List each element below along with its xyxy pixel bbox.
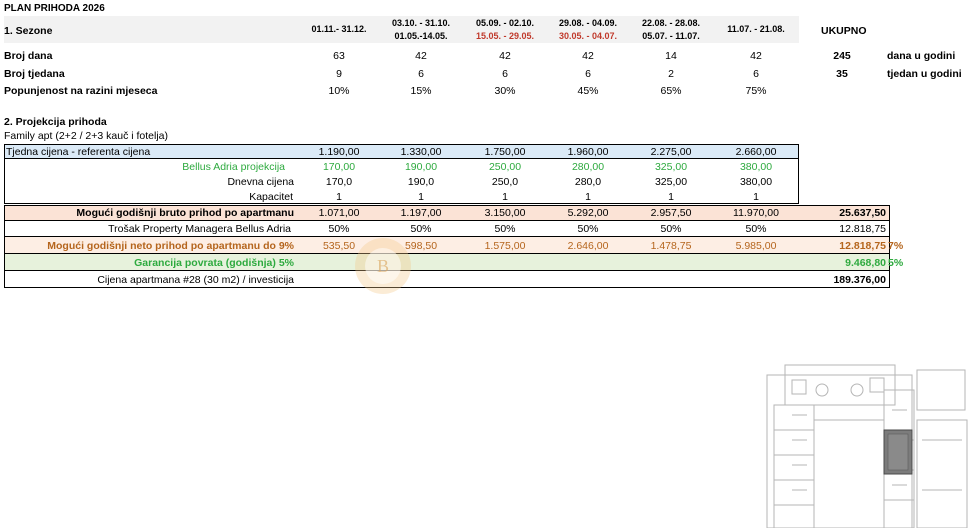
bellus-cell: 280,00 bbox=[571, 161, 605, 173]
broj-tjedana-cell: 6 bbox=[418, 68, 424, 80]
bellus-cell: 250,00 bbox=[488, 161, 522, 173]
neto-cell: 1.575,00 bbox=[484, 240, 526, 252]
bruto-cell: 2.957,50 bbox=[650, 207, 692, 219]
dnevna-cell: 325,00 bbox=[654, 176, 688, 188]
broj-tjedana-cell: 6 bbox=[502, 68, 508, 80]
kapacitet-cell: 1 bbox=[418, 191, 424, 203]
garancija-pct: 5% bbox=[888, 257, 904, 269]
broj-tjedana-cell: 9 bbox=[336, 68, 342, 80]
bellus-label: Bellus Adria projekcija bbox=[182, 161, 285, 173]
bellus-cell: 190,00 bbox=[404, 161, 438, 173]
trosak-cell: 50% bbox=[410, 223, 432, 235]
season-col-5: 22.08. - 28.08. bbox=[641, 18, 701, 28]
popunjenost-cell: 45% bbox=[577, 85, 599, 97]
season-col-3-alt: 15.05. - 29.05. bbox=[475, 31, 535, 41]
bellus-cell: 170,00 bbox=[322, 161, 356, 173]
tjedna-label: Tjedna cijena - referenta cijena bbox=[6, 146, 151, 158]
trosak-cell: 50% bbox=[328, 223, 350, 235]
projekcija-heading: 2. Projekcija prihoda bbox=[4, 116, 107, 128]
bruto-cell: 3.150,00 bbox=[484, 207, 526, 219]
logo-watermark-icon bbox=[352, 228, 414, 298]
neto-pct: 7% bbox=[888, 240, 904, 252]
garancija-label: Garancija povrata (godišnja) 5% bbox=[134, 257, 294, 269]
tjedna-cell: 2.275,00 bbox=[650, 146, 692, 158]
bruto-cell: 11.970,00 bbox=[733, 207, 779, 219]
season-col-2-alt: 01.05.-14.05. bbox=[394, 31, 448, 41]
cijena-label: Cijena apartmana #28 (30 m2) / investicija bbox=[97, 274, 294, 286]
season-col-6: 11.07. - 21.08. bbox=[727, 24, 785, 34]
bellus-cell: 325,00 bbox=[654, 161, 688, 173]
tjedna-cell: 1.750,00 bbox=[484, 146, 526, 158]
tjedna-cell: 1.190,00 bbox=[318, 146, 360, 158]
dnevna-cell: 280,0 bbox=[574, 176, 602, 188]
floor-plan-drawing-icon bbox=[752, 360, 971, 528]
neto-cell: 2.646,00 bbox=[567, 240, 609, 252]
neto-cell: 598,50 bbox=[404, 240, 438, 252]
projekcija-subheading: Family apt (2+2 / 2+3 kauč i fotelja) bbox=[4, 130, 168, 142]
popunjenost-cell: 15% bbox=[410, 85, 432, 97]
dnevna-cell: 250,0 bbox=[491, 176, 519, 188]
neto-cell: 5.985,00 bbox=[735, 240, 777, 252]
tjedna-cell: 2.660,00 bbox=[735, 146, 777, 158]
trosak-cell: 50% bbox=[745, 223, 767, 235]
broj-dana-cell: 42 bbox=[582, 50, 594, 62]
tjedna-cell: 1.330,00 bbox=[400, 146, 442, 158]
neto-cell: 1.478,75 bbox=[650, 240, 692, 252]
broj-dana-cell: 14 bbox=[665, 50, 677, 62]
dnevna-label: Dnevna cijena bbox=[227, 176, 294, 188]
dnevna-cell: 380,00 bbox=[739, 176, 773, 188]
broj-tjedana-label: Broj tjedana bbox=[4, 68, 65, 80]
broj-dana-total: 245 bbox=[833, 50, 851, 62]
trosak-cell: 50% bbox=[660, 223, 682, 235]
broj-dana-cell: 63 bbox=[333, 50, 345, 62]
trosak-total: 12.818,75 bbox=[839, 223, 886, 235]
season-col-1: 01.11.- 31.12. bbox=[311, 24, 367, 34]
bellus-cell: 380,00 bbox=[739, 161, 773, 173]
broj-dana-cell: 42 bbox=[750, 50, 762, 62]
bruto-total: 25.637,50 bbox=[839, 207, 886, 219]
dnevna-cell: 190,0 bbox=[407, 176, 435, 188]
bruto-cell: 5.292,00 bbox=[567, 207, 609, 219]
broj-tjedana-cell: 6 bbox=[753, 68, 759, 80]
broj-tjedana-cell: 6 bbox=[585, 68, 591, 80]
bruto-cell: 1.071,00 bbox=[318, 207, 360, 219]
season-col-5-alt: 05.07. - 11.07. bbox=[642, 31, 700, 41]
broj-dana-cell: 42 bbox=[415, 50, 427, 62]
bruto-label: Mogući godišnji bruto prihod po apartmanu bbox=[76, 207, 294, 219]
popunjenost-cell: 30% bbox=[494, 85, 516, 97]
broj-tjedana-unit: tjedan u godini bbox=[887, 68, 962, 80]
broj-tjedana-total: 35 bbox=[836, 68, 848, 80]
bruto-cell: 1.197,00 bbox=[400, 207, 442, 219]
broj-dana-cell: 42 bbox=[499, 50, 511, 62]
neto-label: Mogući godišnji neto prihod po apartmanu do 9% bbox=[47, 240, 294, 252]
kapacitet-label: Kapacitet bbox=[249, 191, 293, 203]
total-header: UKUPNO bbox=[821, 25, 867, 37]
season-col-3: 05.09. - 02.10. bbox=[475, 18, 535, 28]
trosak-cell: 50% bbox=[577, 223, 599, 235]
broj-dana-label: Broj dana bbox=[4, 50, 53, 62]
neto-total: 12.818,75 bbox=[839, 240, 886, 252]
kapacitet-cell: 1 bbox=[668, 191, 674, 203]
cijena-total: 189.376,00 bbox=[833, 274, 886, 286]
seasons-label: 1. Sezone bbox=[4, 25, 53, 37]
broj-dana-unit: dana u godini bbox=[887, 50, 956, 62]
popunjenost-label: Popunjenost na razini mjeseca bbox=[4, 85, 158, 97]
svg-text:B: B bbox=[376, 256, 390, 276]
trosak-label: Trošak Property Managera Bellus Adria bbox=[108, 223, 291, 235]
kapacitet-cell: 1 bbox=[753, 191, 759, 203]
season-col-4: 29.08. - 04.09. bbox=[558, 18, 618, 28]
broj-tjedana-cell: 2 bbox=[668, 68, 674, 80]
tjedna-cell: 1.960,00 bbox=[567, 146, 609, 158]
neto-cell: 535,50 bbox=[322, 240, 356, 252]
garancija-total: 9.468,80 bbox=[845, 257, 886, 269]
kapacitet-cell: 1 bbox=[585, 191, 591, 203]
popunjenost-cell: 10% bbox=[328, 85, 350, 97]
dnevna-cell: 170,0 bbox=[325, 176, 353, 188]
kapacitet-cell: 1 bbox=[502, 191, 508, 203]
popunjenost-cell: 75% bbox=[745, 85, 767, 97]
season-col-2: 03.10. - 31.10. bbox=[391, 18, 451, 28]
season-col-4-alt: 30.05. - 04.07. bbox=[558, 31, 618, 41]
trosak-cell: 50% bbox=[494, 223, 516, 235]
kapacitet-cell: 1 bbox=[336, 191, 342, 203]
page-title: PLAN PRIHODA 2026 bbox=[4, 3, 105, 14]
popunjenost-cell: 65% bbox=[660, 85, 682, 97]
